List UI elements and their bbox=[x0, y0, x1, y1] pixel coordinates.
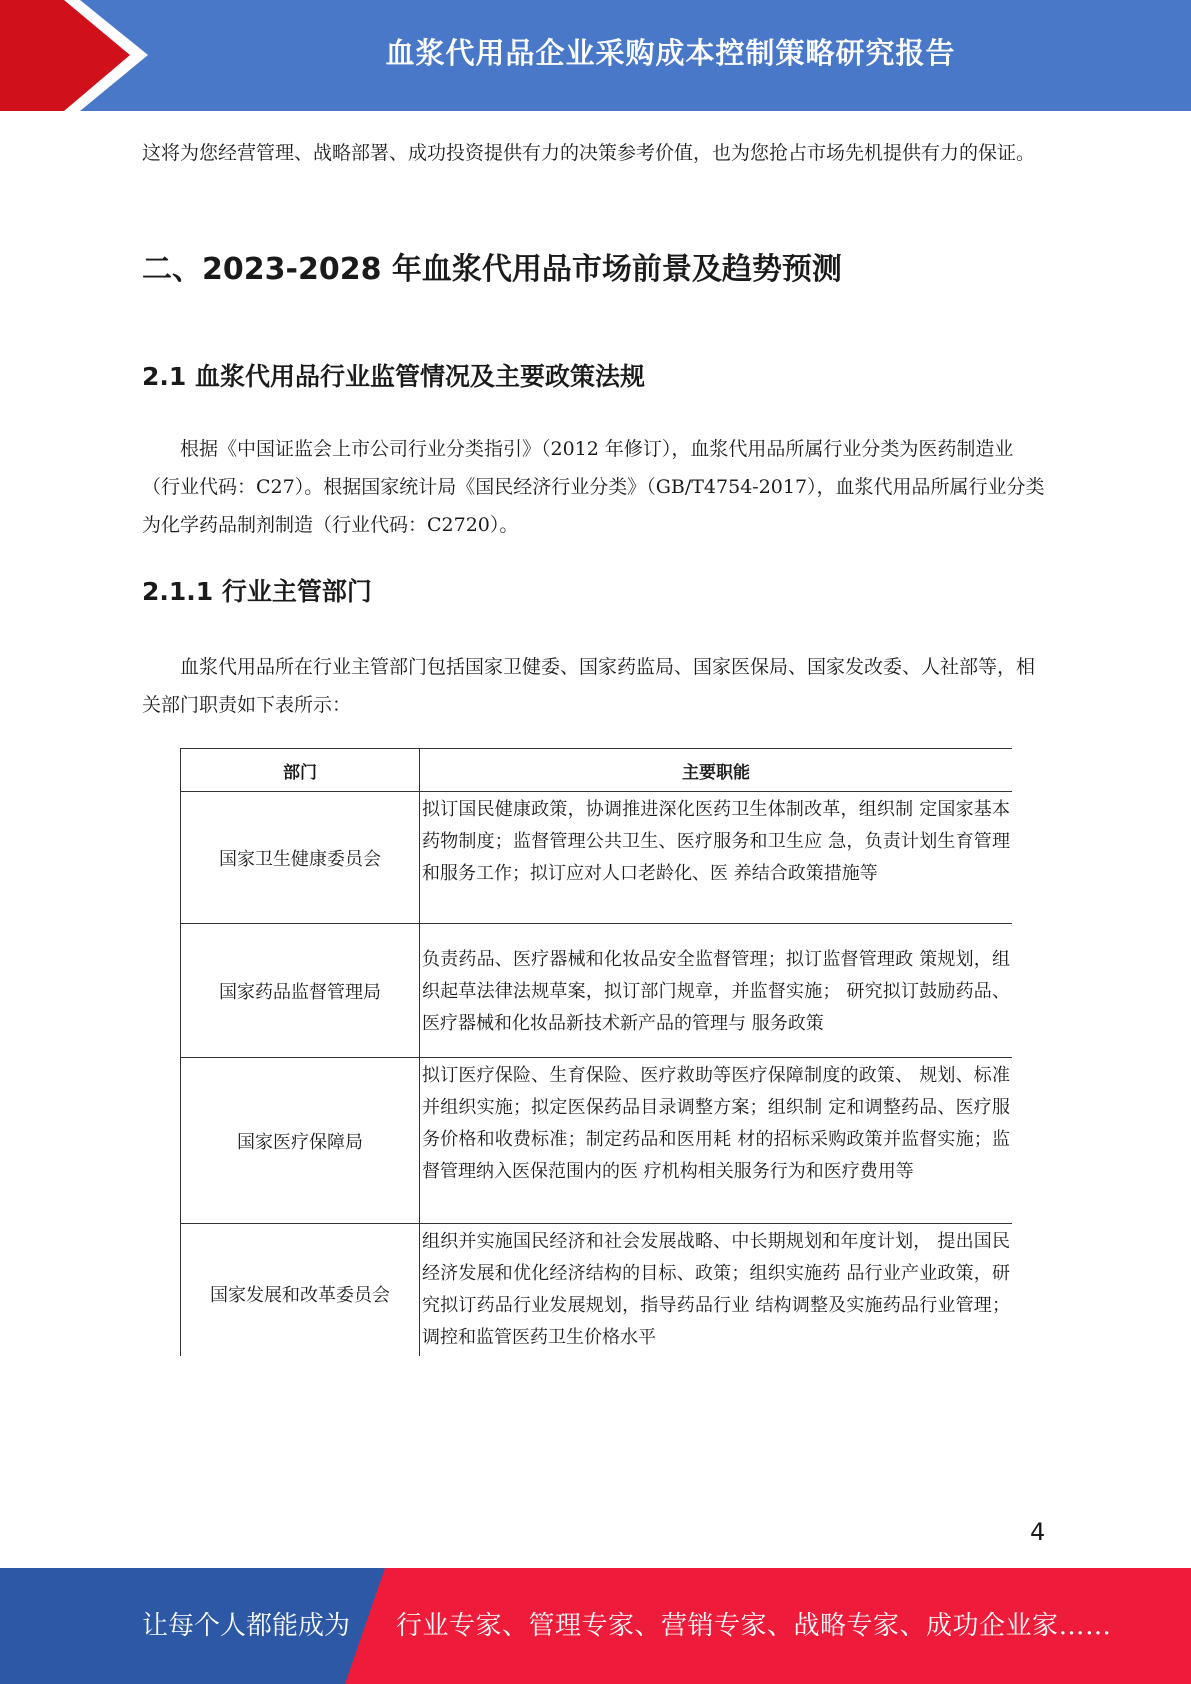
subsection-heading: 2.1 血浆代用品行业监管情况及主要政策法规 bbox=[142, 362, 645, 391]
intro-paragraph: 这将为您经营管理、战略部署、成功投资提供有力的决策参考价值，也为您抢占市场先机提供有力的保证。 bbox=[142, 142, 1036, 164]
function-cell: 拟订医疗保险、生育保险、医疗救助等医疗保障制度的政策、 规划、标准并组织实施；拟定医保药品目录调整方案；组织制 定和调整药品、医疗服务价格和收费标准；制定药品和医用耗 材的招标采购政策并监督实施；监督管理纳入医保范围内的医 疗机构相关服务行为和医疗费用等 bbox=[420, 1058, 1013, 1224]
footer-slogan-left: 让每个人都能成为 bbox=[142, 1611, 351, 1641]
page-footer bbox=[0, 1568, 1191, 1684]
footer-slogan-right: 行业专家、管理专家、营销专家、战略专家、成功企业家…… bbox=[396, 1611, 1112, 1641]
dept-cell: 国家卫生健康委员会 bbox=[181, 792, 420, 924]
industry-classification-paragraph: 根据《中国证监会上市公司行业分类指引》（2012 年修订），血浆代用品所属行业分类为医药制造业（行业代码：C27）。根据国家统计局《国民经济行业分类》（GB/T4754-2017），血浆代用品所属行业分类为化学药品制剂制造（行业代码：C2720）。 bbox=[142, 438, 1045, 536]
column-header-func: 主要职能 bbox=[420, 749, 1013, 792]
column-header-dept: 部门 bbox=[181, 749, 420, 792]
function-cell: 负责药品、医疗器械和化妆品安全监督管理；拟订监督管理政 策规划，组织起草法律法规草案，拟订部门规章，并监督实施； 研究拟订鼓励药品、医疗器械和化妆品新技术新产品的管理与 服务政策 bbox=[420, 924, 1013, 1058]
page-number: 4 bbox=[1030, 1518, 1046, 1546]
sub-subsection-heading: 2.1.1 行业主管部门 bbox=[142, 577, 372, 606]
dept-cell: 国家医疗保障局 bbox=[181, 1058, 420, 1224]
duties-table-container bbox=[180, 748, 1012, 1356]
header-title: 血浆代用品企业采购成本控制策略研究报告 bbox=[385, 36, 956, 70]
table-header-row bbox=[181, 749, 1013, 792]
page-header bbox=[0, 0, 1191, 111]
dept-cell: 国家药品监督管理局 bbox=[181, 924, 420, 1058]
header-arrow-decoration bbox=[0, 0, 160, 111]
table-row bbox=[181, 1224, 1013, 1357]
table-row bbox=[181, 792, 1013, 924]
authorities-paragraph: 血浆代用品所在行业主管部门包括国家卫健委、国家药监局、国家医保局、国家发改委、人社部等，相关部门职责如下表所示： bbox=[142, 656, 1036, 716]
duties-table bbox=[180, 748, 1012, 1356]
function-cell: 拟订国民健康政策，协调推进深化医药卫生体制改革，组织制 定国家基本药物制度；监督管理公共卫生、医疗服务和卫生应 急，负责计划生育管理和服务工作；拟订应对人口老龄化、医 养结合政策措施等 bbox=[420, 792, 1013, 924]
table-row bbox=[181, 924, 1013, 1058]
section-heading: 二、2023-2028 年血浆代用品市场前景及趋势预测 bbox=[142, 252, 842, 287]
table-row bbox=[181, 1058, 1013, 1224]
function-cell: 组织并实施国民经济和社会发展战略、中长期规划和年度计划， 提出国民经济发展和优化经济结构的目标、政策；组织实施药 品行业产业政策，研究拟订药品行业发展规划，指导药品行业 结构调整及实施药品行业管理；调控和监管医药卫生价格水平 bbox=[420, 1224, 1013, 1357]
dept-cell: 国家发展和改革委员会 bbox=[181, 1224, 420, 1357]
